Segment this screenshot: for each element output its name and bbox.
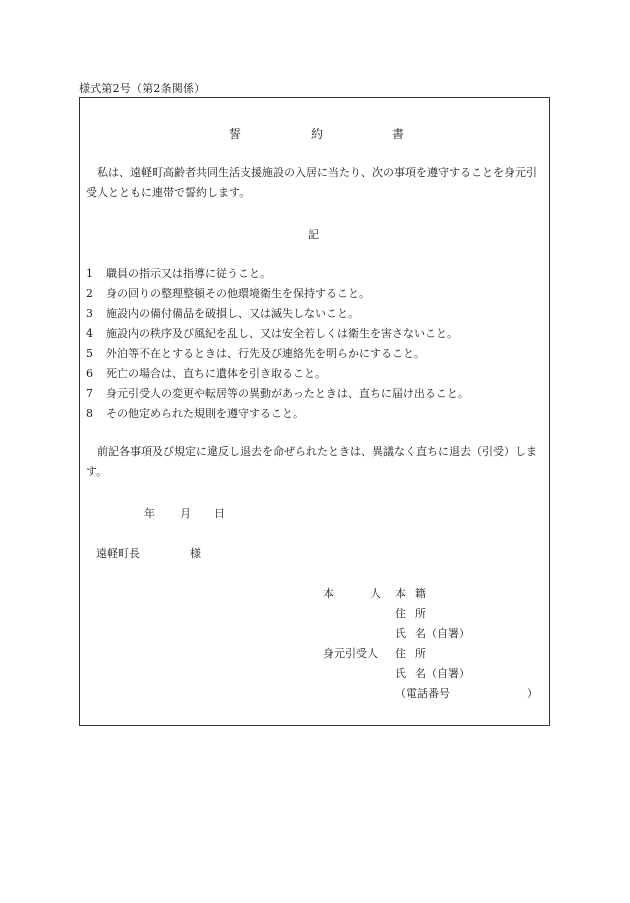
item-text: 外泊等不在とするときは、行先及び連絡先を明らかにすること。 <box>106 347 425 360</box>
field-label-b: 籍 <box>415 587 426 600</box>
phone-label: （電話番号 <box>395 687 450 700</box>
field-label-b: 所 <box>415 607 426 620</box>
intro-paragraph-text: 私は、遠軽町高齢者共同生活支援施設の入居に当たり、次の事項を遵守することを身元引受人とともに連帯で誓約します。 <box>86 166 537 199</box>
field-label-a: 氏 <box>395 667 406 680</box>
item-text: 死亡の場合は、直ちに遺体を引き取ること。 <box>106 367 326 380</box>
list-item <box>86 324 469 344</box>
item-text: 施設内の備付備品を破損し、又は滅失しないこと。 <box>106 307 359 320</box>
resident-honseki-field <box>395 585 426 601</box>
list-item <box>86 344 469 364</box>
date-month: 月 <box>180 507 191 520</box>
item-number: 5 <box>86 347 93 360</box>
list-item <box>86 304 469 324</box>
field-label-a: 住 <box>395 607 406 620</box>
field-label-b: 名（自署） <box>415 667 470 680</box>
field-label-a: 住 <box>395 647 406 660</box>
item-number: 1 <box>86 267 93 280</box>
guarantor-role: 身元引受人 <box>323 647 378 660</box>
guarantor-address-field <box>395 645 426 661</box>
field-label-a: 氏 <box>395 627 406 640</box>
closing-paragraph-text: 前記各事項及び規定に違反し退去を命ぜられたときは、異議なく直ちに退去（引受）します。 <box>86 445 537 478</box>
item-number: 8 <box>86 407 93 420</box>
field-label-b: 名（自署） <box>415 627 470 640</box>
phone-close-paren: ） <box>527 687 538 700</box>
guarantor-name-field <box>395 665 470 681</box>
list-item <box>86 404 469 424</box>
item-text: その他定められた規則を遵守すること。 <box>106 407 304 420</box>
resident-role-char-2: 人 <box>370 587 381 600</box>
resident-address-field <box>395 605 426 621</box>
resident-role-char-1: 本 <box>323 587 334 600</box>
date-year: 年 <box>144 507 155 520</box>
field-label-a: 本 <box>395 587 406 600</box>
list-item <box>86 364 469 384</box>
list-item <box>86 284 469 304</box>
item-number: 6 <box>86 367 93 380</box>
resident-name-field <box>395 625 470 641</box>
item-list <box>86 264 469 424</box>
list-item <box>86 384 469 404</box>
resident-role <box>323 585 381 601</box>
item-number: 7 <box>86 387 93 400</box>
form-number: 様式第2号（第2条関係） <box>79 82 206 95</box>
date-day: 日 <box>214 507 225 520</box>
addressee-name: 遠軽町長 <box>96 547 140 560</box>
title-char-1: 誓 <box>229 127 242 141</box>
addressee-honorific: 様 <box>190 547 201 560</box>
item-text: 身の回りの整理整頓その他環境衛生を保持すること。 <box>106 287 370 300</box>
list-item <box>86 264 469 284</box>
field-label-b: 所 <box>415 647 426 660</box>
intro-paragraph <box>86 163 546 203</box>
item-text: 身元引受人の変更や転居等の異動があったときは、直ちに届け出ること。 <box>106 387 469 400</box>
title-char-2: 約 <box>311 127 324 141</box>
item-text: 施設内の秩序及び風紀を乱し、又は安全若しくは衛生を害さないこと。 <box>106 327 458 340</box>
item-text: 職員の指示又は指導に従うこと。 <box>106 267 271 280</box>
title-char-3: 書 <box>392 127 405 141</box>
closing-paragraph <box>86 442 546 482</box>
ki-heading: 記 <box>308 228 319 241</box>
item-number: 3 <box>86 307 93 320</box>
item-number: 4 <box>86 327 93 340</box>
item-number: 2 <box>86 287 93 300</box>
